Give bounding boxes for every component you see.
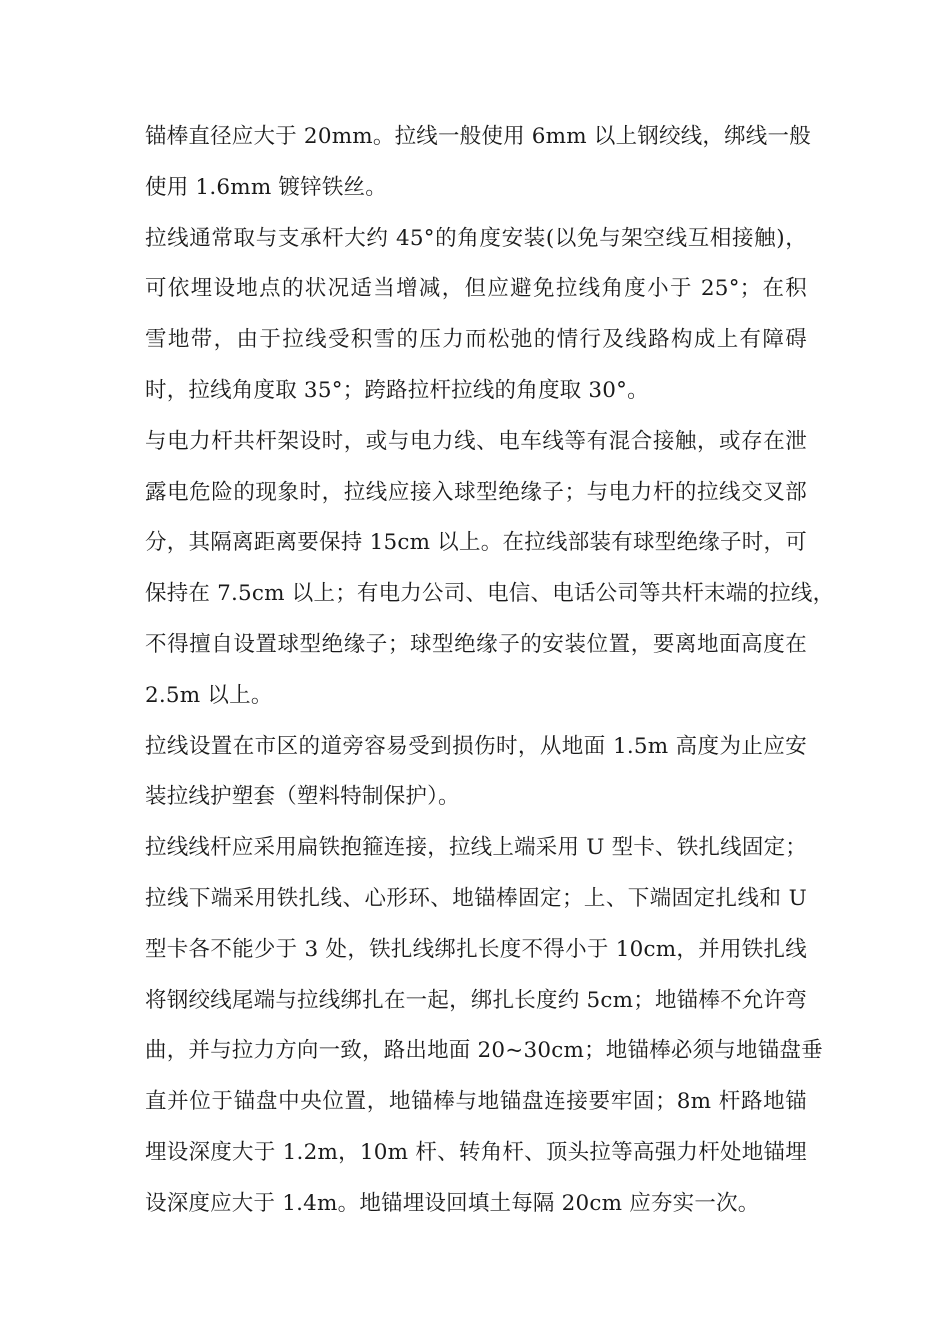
paragraph-1 <box>145 112 811 214</box>
text-line: 装拉线护塑套（塑料特制保护）。 <box>145 784 460 810</box>
text-line: 拉线下端采用铁扎线、心形环、地锚棒固定；上、下端固定扎线和 U <box>145 885 807 911</box>
text-line: 设深度应大于 1.4m。地锚埋设回填土每隔 20cm 应夯实一次。 <box>145 1190 760 1216</box>
text-line: 保持在 7.5cm 以上；有电力公司、电信、电话公司等共杆末端的拉线， <box>145 581 835 607</box>
text-line: 拉线线杆应采用扁铁抱箍连接，拉线上端采用 U 型卡、铁扎线固定； <box>145 835 807 861</box>
paragraph-5 <box>145 823 823 1229</box>
text-line: 时，拉线角度取 35°；跨路拉杆拉线的角度取 30°。 <box>145 377 649 403</box>
text-line: 直并位于锚盘中央位置，地锚棒与地锚盘连接要牢固；8m 杆路地锚 <box>145 1089 807 1115</box>
text-line: 锚棒直径应大于 20mm。拉线一般使用 6mm 以上钢绞线，绑线一般 <box>145 124 811 149</box>
text-line: 曲，并与拉力方向一致，路出地面 20~30cm；地锚棒必须与地锚盘垂 <box>145 1038 823 1064</box>
text-line: 与电力杆共杆架设时，或与电力线、电车线等有混合接触，或存在泄 <box>145 428 807 454</box>
text-line: 2.5m 以上。 <box>145 682 273 708</box>
text-line: 拉线设置在市区的道旁容易受到损伤时，从地面 1.5m 高度为止应安 <box>145 733 807 759</box>
text-line: 雪地带，由于拉线受积雪的压力而松弛的情行及线路构成上有障碍 <box>145 327 807 353</box>
paragraph-2 <box>145 214 807 417</box>
document-body <box>145 112 835 1230</box>
text-line: 将钢绞线尾端与拉线绑扎在一起，绑扎长度约 5cm；地锚棒不允许弯 <box>145 987 807 1013</box>
text-line: 露电危险的现象时，拉线应接入球型绝缘子；与电力杆的拉线交叉部 <box>145 479 807 505</box>
paragraph-4 <box>145 722 807 824</box>
paragraph-3 <box>145 417 835 722</box>
text-line: 拉线通常取与支承杆大约 45°的角度安装(以免与架空线互相接触)， <box>145 225 807 251</box>
text-line: 不得擅自设置球型绝缘子；球型绝缘子的安装位置，要离地面高度在 <box>145 631 807 657</box>
text-line: 使用 1.6mm 镀锌铁丝。 <box>145 174 387 200</box>
text-line: 型卡各不能少于 3 处，铁扎线绑扎长度不得小于 10cm，并用铁扎线 <box>145 936 807 962</box>
text-line: 埋设深度大于 1.2m，10m 杆、转角杆、顶头拉等高强力杆处地锚埋 <box>145 1139 807 1165</box>
text-line: 可依埋设地点的状况适当增减，但应避免拉线角度小于 25°；在积 <box>145 276 807 302</box>
text-line: 分，其隔离距离要保持 15cm 以上。在拉线部装有球型绝缘子时，可 <box>145 530 807 556</box>
